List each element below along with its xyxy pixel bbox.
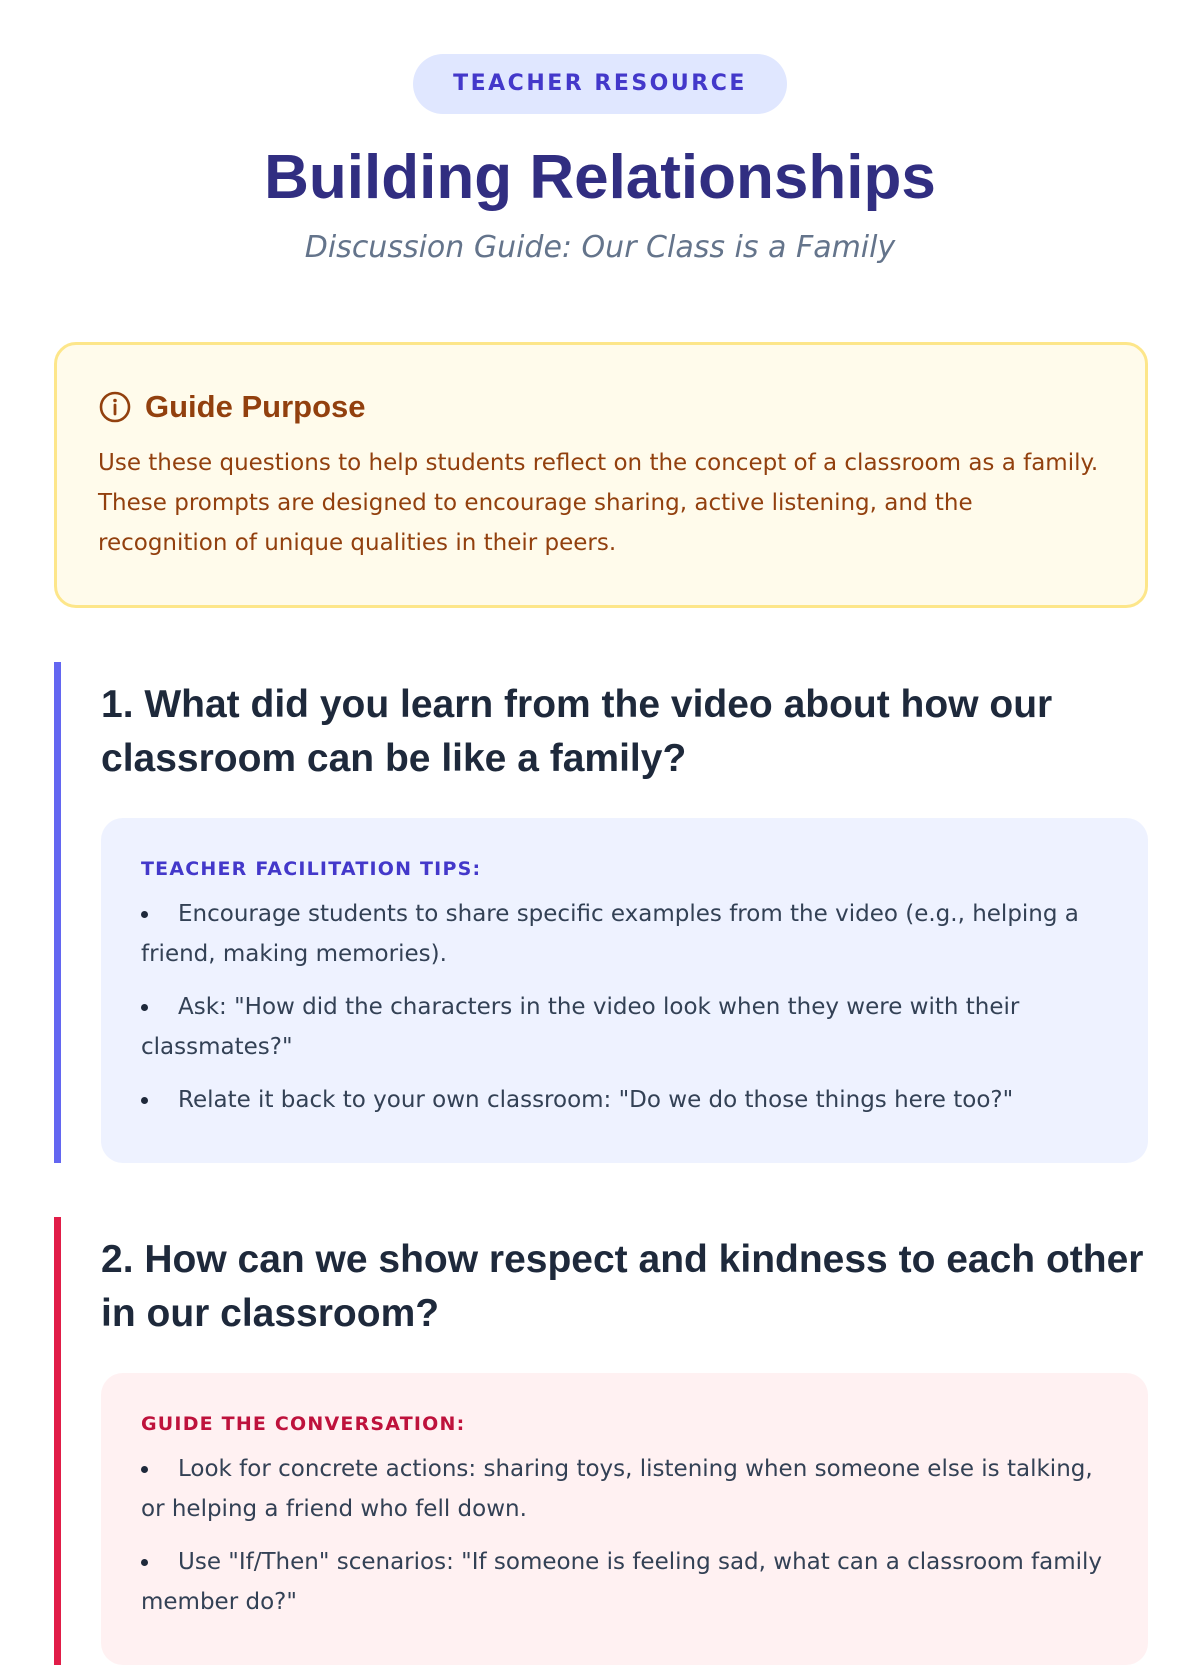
page-title: Building Relationships [264, 143, 936, 212]
guide-purpose-header [98, 389, 1104, 425]
question-title: 2. How can we show respect and kindness to each other in our classroom? [101, 1238, 1144, 1335]
list-item: Encourage students to share specific examples from the video (e.g., helping a friend, making memories). [141, 894, 1108, 974]
guide-purpose-box [54, 342, 1148, 608]
header [54, 0, 1146, 268]
tips-label: GUIDE THE CONVERSATION: [141, 1413, 466, 1435]
guide-purpose-text: Use these questions to help students reflect on the concept of a classroom as a family. These prompts are designed to encourage sharing, active listening, and the recognition of unique qualities in their peers. [98, 450, 1099, 556]
list-item: Look for concrete actions: sharing toys, listening when someone else is talking, or helping a friend who fell down. [141, 1449, 1108, 1529]
conversation-guide-box [101, 1373, 1148, 1665]
guide-purpose-title: Guide Purpose [145, 389, 366, 424]
page-subtitle: Discussion Guide: Our Class is a Family [304, 230, 896, 265]
list-item: Relate it back to your own classroom: "Do we do those things here too?" [141, 1080, 1108, 1120]
facilitation-tips-box [101, 818, 1148, 1163]
list-item: Use "If/Then" scenarios: "If someone is feeling sad, what can a classroom family member do?" [141, 1542, 1108, 1622]
list-item: Ask: "How did the characters in the video look when they were with their classmates?" [141, 987, 1108, 1067]
question-section-1 [54, 662, 1148, 1163]
tips-list [141, 894, 1108, 1120]
question-title: 1. What did you learn from the video about how our classroom can be like a family? [101, 683, 1053, 780]
tips-label: TEACHER FACILITATION TIPS: [141, 858, 482, 880]
tips-list [141, 1449, 1108, 1622]
info-circle-icon [98, 390, 132, 424]
question-section-2 [54, 1217, 1148, 1665]
resource-badge: TEACHER RESOURCE [413, 54, 787, 114]
